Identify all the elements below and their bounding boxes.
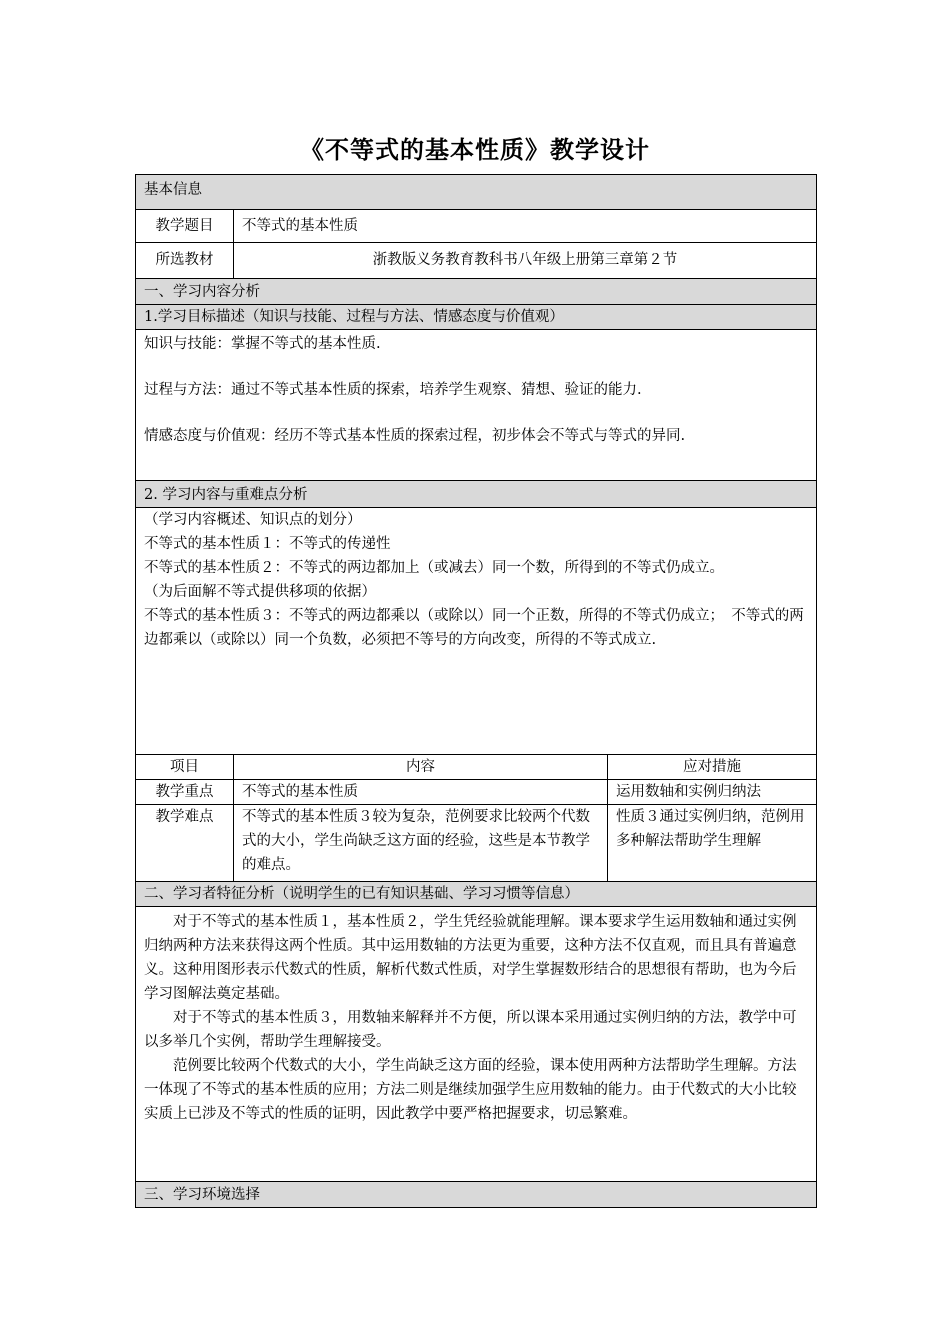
difficult-point-row: [136, 805, 817, 882]
key-table-header-row: [136, 755, 817, 780]
content-line: （为后面解不等式提供移项的依据）: [144, 584, 376, 600]
key-point-item: 教学重点: [136, 780, 234, 805]
goals-row: [136, 330, 817, 481]
col-content-header: 内容: [234, 755, 608, 780]
content-header-row: [136, 481, 817, 508]
document-title: 《不等式的基本性质》教学设计: [300, 136, 650, 164]
textbook-value: 浙教版义务教育教科书八年级上册第三章第２节: [234, 243, 817, 279]
goals-cell: [136, 330, 817, 481]
difficult-point-content: 不等式的基本性质３较为复杂，范例要求比较两个代数式的大小，学生尚缺乏这方面的经验，这些是本节教学的难点。: [234, 805, 608, 882]
col-measures-header: 应对措施: [608, 755, 817, 780]
section3-header: 三、学习环境选择: [136, 1182, 817, 1208]
lesson-design-table: [135, 174, 817, 1208]
learner-paragraph: 范例要比较两个代数式的大小，学生尚缺乏这方面的经验，课本使用两种方法帮助学生理解。方法一体现了不等式的基本性质的应用；方法二则是继续加强学生应用数轴的能力。由于代数式的大小比较实质上已涉及不等式的性质的证明，因此教学中要严格把握要求，切忌繁难。: [144, 1058, 797, 1122]
topic-label: 教学题目: [136, 210, 234, 243]
col-item-header: 项目: [136, 755, 234, 780]
key-point-measures: 运用数轴和实例归纳法: [608, 780, 817, 805]
section3-header-row: [136, 1182, 817, 1208]
content-row: [136, 508, 817, 755]
content-line: （学习内容概述、知识点的划分）: [144, 512, 362, 528]
section1-header-row: [136, 279, 817, 305]
textbook-label: 所选教材: [136, 243, 234, 279]
textbook-row: [136, 243, 817, 279]
difficult-point-item: 教学难点: [136, 805, 234, 882]
topic-row: [136, 210, 817, 243]
learner-paragraph: 对于不等式的基本性质１，基本性质２，学生凭经验就能理解。课本要求学生运用数轴和通过实例归纳两种方法来获得这两个性质。其中运用数轴的方法更为重要，这种方法不仅直观，而且具有普遍意义。这种用图形表示代数式的性质，解析代数式性质，对学生掌握数形结合的思想很有帮助，也为今后学习图解法奠定基础。: [144, 914, 797, 1002]
content-line: 不等式的基本性质３：不等式的两边都乘以（或除以）同一个正数，所得的不等式仍成立； 不等式的两边都乘以（或除以）同一个负数，必须把不等号的方向改变，所得的不等式成立.: [144, 608, 804, 648]
goal-knowledge: 知识与技能：掌握不等式的基本性质.: [144, 336, 381, 352]
content-line: 不等式的基本性质１：不等式的传递性: [144, 536, 391, 552]
basic-info-header-row: [136, 175, 817, 210]
key-point-row: [136, 780, 817, 805]
content-line: 不等式的基本性质２：不等式的两边都加上（或减去）同一个数，所得到的不等式仍成立。: [144, 560, 724, 576]
basic-info-header: 基本信息: [136, 175, 817, 210]
learner-paragraph: 对于不等式的基本性质３，用数轴来解释并不方便，所以课本采用通过实例归纳的方法，教学中可以多举几个实例，帮助学生理解接受。: [144, 1010, 797, 1050]
topic-value: 不等式的基本性质: [234, 210, 817, 243]
goals-header-row: [136, 305, 817, 330]
goals-header: 1.学习目标描述（知识与技能、过程与方法、情感态度与价值观）: [136, 305, 817, 330]
difficult-point-measures: 性质３通过实例归纳，范例用多种解法帮助学生理解: [608, 805, 817, 882]
section2-content-cell: [136, 907, 817, 1182]
section2-header: 二、学习者特征分析（说明学生的已有知识基础、学习习惯等信息）: [136, 882, 817, 907]
goal-process: 过程与方法：通过不等式基本性质的探索，培养学生观察、猜想、验证的能力.: [144, 382, 642, 398]
key-point-content: 不等式的基本性质: [234, 780, 608, 805]
section2-content-row: [136, 907, 817, 1182]
section2-header-row: [136, 882, 817, 907]
goal-attitude: 情感态度与价值观：经历不等式基本性质的探索过程，初步体会不等式与等式的异同.: [144, 428, 686, 444]
section1-header: 一、学习内容分析: [136, 279, 817, 305]
content-cell: [136, 508, 817, 755]
content-header: 2. 学习内容与重难点分析: [136, 481, 817, 508]
